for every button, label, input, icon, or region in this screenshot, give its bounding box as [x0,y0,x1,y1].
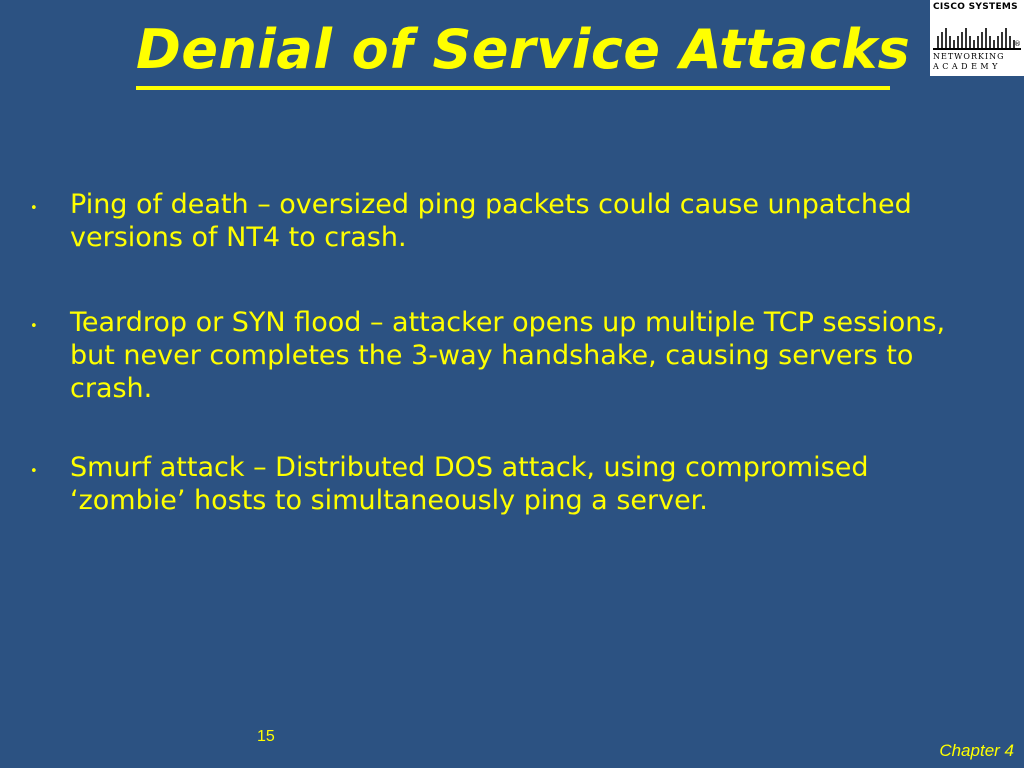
chapter-label: Chapter 4 [939,741,1014,760]
cisco-networking-academy-logo [930,0,1024,76]
bullet-text: Ping of death – oversized ping packets could cause unpatched versions of NT4 to crash. [70,189,912,253]
logo-networking-text: NETWORKING [933,52,1005,61]
bullet-marker: • [30,464,38,479]
page-number: 15 [257,728,275,745]
bullet-item [30,306,990,405]
bullet-text: Smurf attack – Distributed DOS attack, using compromised ‘zombie’ hosts to simultaneously ping a server. [70,452,869,516]
bullet-item [30,188,990,254]
bullet-marker: • [30,201,38,216]
bullet-text: Teardrop or SYN flood – attacker opens up multiple TCP sessions, but never completes the 3-way handshake, causing servers to crash. [70,307,946,404]
bullet-marker: • [30,319,38,334]
bullet-item [30,451,990,517]
bullet-list [30,188,990,569]
title-underline [136,86,890,90]
logo-academy-text: ACADEMY [933,62,1001,71]
cisco-bridge-icon [932,14,1022,50]
registered-mark: ® [1014,40,1021,48]
slide-title: Denial of Service Attacks [136,18,911,81]
logo-brand-text: CISCO SYSTEMS [933,2,1018,12]
